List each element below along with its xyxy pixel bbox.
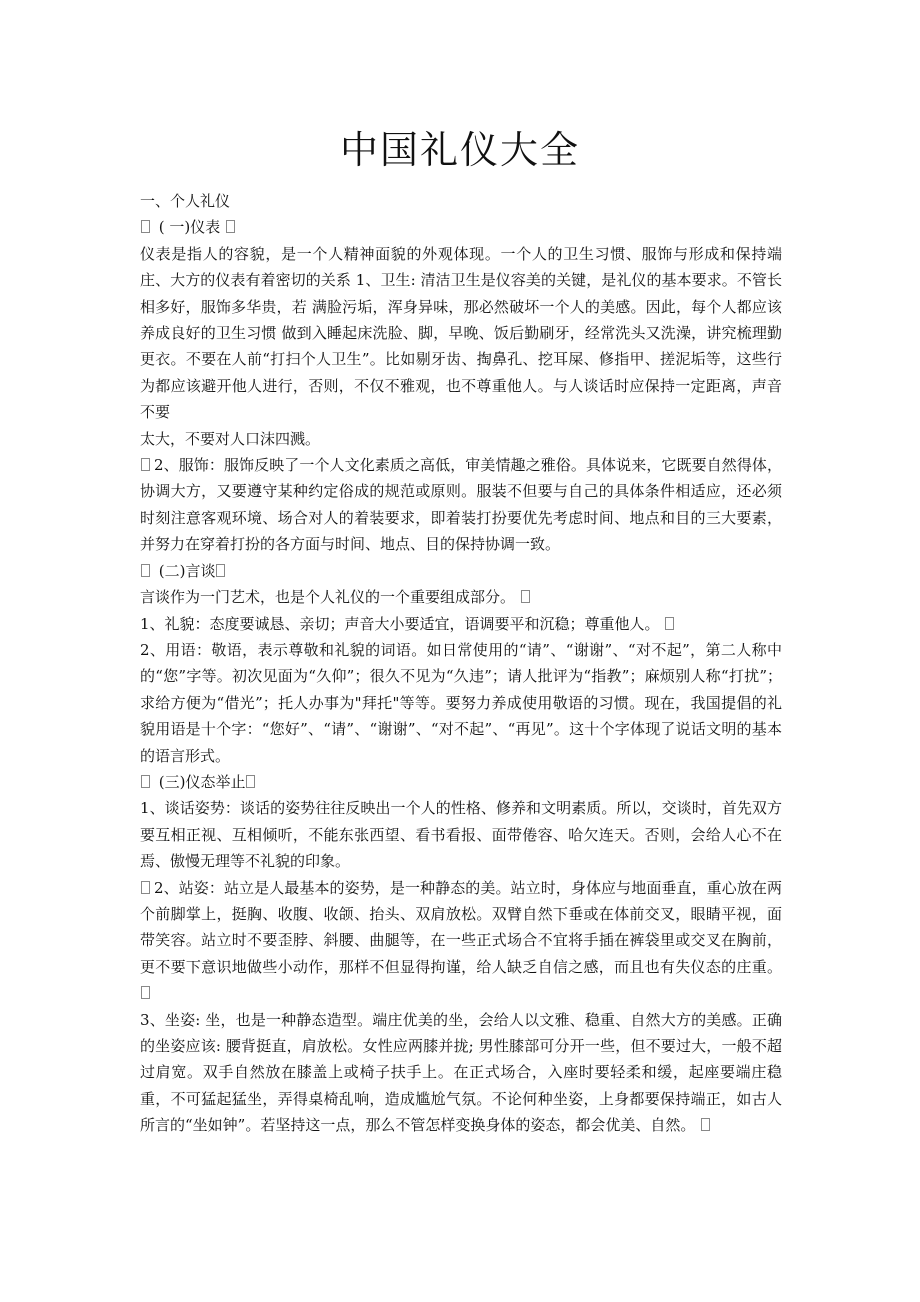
section-heading <box>140 188 782 214</box>
missing-glyph-icon <box>701 1118 710 1131</box>
body-paragraph <box>140 1007 782 1139</box>
paragraph-text: 2、服饰：服饰反映了一个人文化素质之高低，审美情趣之雅俗。具体说来，它既要自然得体，协调大方，又要遵守某种约定俗成的规范或原则。服装不但要与自己的具体条件相适应，还必须时刻注意客观环境、场合对人的着装要求，即着装打扮要优先考虑时间、地点和目的三大要素，并努力在穿着打扮的各方面与时间、地点、目的保持协调一致。 <box>140 456 782 554</box>
paragraph-text: 太大，不要对人口沫四溅。 <box>140 429 321 448</box>
missing-glyph-icon <box>141 458 150 471</box>
section-subheading <box>140 769 782 795</box>
body-paragraph <box>140 637 782 769</box>
paragraph-text: 1、礼貌：态度要诚恳、亲切；声音大小要适宜，语调要平和沉稳；尊重他人。 <box>140 614 665 633</box>
body-paragraph <box>140 611 782 637</box>
paragraph-text: 2、站姿：站立是人最基本的姿势，是一种静态的美。站立时，身体应与地面垂直，重心放在两个前脚掌上，挺胸、收腹、收颌、抬头、双肩放松。双臂自然下垂或在体前交叉，眼睛平视，面带笑容。站立时不要歪脖、斜腰、曲腿等，在一些正式场合不宜将手插在裤袋里或交叉在胸前，更不要下意识地做些小动作，那样不但显得拘谨，给人缺乏自信之感，而且也有失仪态的庄重。 <box>140 878 782 976</box>
missing-glyph-icon <box>665 617 674 630</box>
body-paragraph <box>140 584 782 610</box>
body-paragraph <box>140 795 782 874</box>
body-paragraph <box>140 426 782 452</box>
body-paragraph <box>140 452 782 558</box>
document-body <box>140 188 782 1139</box>
document-title: 中国礼仪大全 <box>339 128 580 172</box>
paragraph-text: 言谈作为一门艺术，也是个人礼仪的一个重要组成部分。 <box>140 588 520 607</box>
section-subheading <box>140 558 782 584</box>
paragraph-text: ( 一)仪表 <box>154 218 226 237</box>
paragraph-text: 一、个人礼仪 <box>140 192 231 210</box>
missing-glyph-icon <box>141 775 150 788</box>
missing-glyph-icon <box>226 220 235 233</box>
missing-glyph-icon <box>141 564 150 577</box>
paragraph-text: 3、坐姿: 坐，也是一种静态造型。端庄优美的坐，会给人以文雅、稳重、自然大方的美感。正确的坐姿应该: 腰背挺直，肩放松。女性应两膝并拢; 男性膝部可分开一些，但不要过大，一般不超过肩宽。双手自然放在膝盖上或椅子扶手上。在正式场合，入座时要轻柔和缓，起座要端庄稳重，不可猛起猛坐，弄得桌椅乱响，造成尴尬气氛。不论何种坐姿，上身都要保持端正，如古人所言的“坐如钟”。若坚持这一点，那么不管怎样变换身体的姿态，都会优美、自然。 <box>140 1010 782 1135</box>
missing-glyph-icon <box>141 986 150 999</box>
paragraph-text: 仪表是指人的容貌，是一个人精神面貌的外观体现。一个人的卫生习惯、服饰与形成和保持端庄、大方的仪表有着密切的关系 1、卫生: 清洁卫生是仪容美的关键，是礼仪的基本要求。不管长相多好，服饰多华贵，若 满脸污垢，浑身异味，那必然破坏一个人的美感。因此，每个人都应该养成良好的卫生习惯 做到入睡起床洗脸、脚，早晚、饭后勤刷牙，经常洗头又洗澡，讲究梳理勤更衣。不要在人前“打扫个人卫生”。比如剔牙齿、掏鼻孔、挖耳屎、修指甲、搓泥垢等，这些行为都应该避开他人进行，否则，不仅不雅观，也不尊重他人。与人谈话时应保持一定距离，声音不要 <box>140 244 782 422</box>
paragraph-text: (三)仪态举止 <box>154 772 246 791</box>
body-paragraph <box>140 875 782 1007</box>
section-subheading <box>140 214 782 240</box>
missing-glyph-icon <box>216 564 225 577</box>
missing-glyph-icon <box>141 881 150 894</box>
missing-glyph-icon <box>521 590 530 603</box>
paragraph-text: 2、用语：敬语，表示尊敬和礼貌的词语。如日常使用的“请”、“谢谢”、“对不起”，第二人称中的“您”字等。初次见面为“久仰”；很久不见为“久违”；请人批评为“指教”；麻烦别人称“打扰”；求给方便为“借光”；托人办事为"拜托"等等。要努力养成使用敬语的习惯。现在，我国提倡的礼貌用语是十个字：“您好”、“请”、“谢谢”、“对不起”、“再见”。这十个字体现了说话文明的基本的语言形式。 <box>140 640 782 765</box>
body-paragraph <box>140 241 782 426</box>
missing-glyph-icon <box>246 775 255 788</box>
paragraph-text: (二)言谈 <box>154 561 216 580</box>
missing-glyph-icon <box>141 220 150 233</box>
paragraph-text: 1、谈话姿势：谈话的姿势往往反映出一个人的性格、修养和文明素质。所以，交谈时，首先双方要互相正视、互相倾听，不能东张西望、看书看报、面带倦容、哈欠连天。否则，会给人心不在焉、傲慢无理等不礼貌的印象。 <box>140 799 782 871</box>
